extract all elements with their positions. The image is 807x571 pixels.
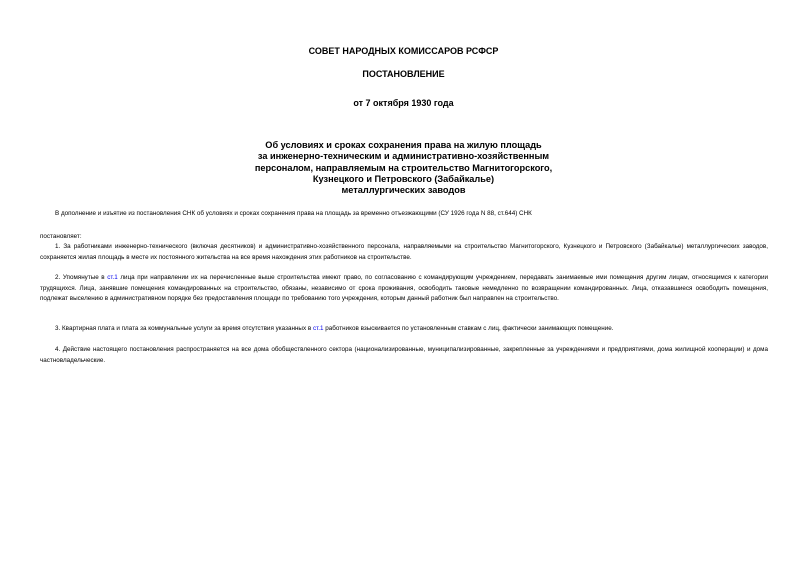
decree-word: постановляет: <box>40 233 82 240</box>
title-line: за инженерно-техническим и административно-хозяйственным <box>257 151 550 162</box>
intro-paragraph: В дополнение и изъятие из постановления СНК об условиях и сроках сохранения права на площадь за временно отъезжающими (СУ 1926 года N 88, ст.644) СНК <box>55 210 532 217</box>
document-type: ПОСТАНОВЛЕНИЕ <box>362 69 445 79</box>
clause-4: 4. Действие настоящего постановления распространяется на все дома обобществленного сектора (национализированные, муниципализированные, закрепленные за учреждениями и предприятиями, дома жилищной кооперации) и дома частновладельческие. <box>40 346 768 364</box>
clause-3-text-end: работников взыскивается по установленным ставкам с лиц, фактически занимающих помещение. <box>323 325 614 332</box>
clause-2-text-start: 2. Упомянутые в <box>55 274 108 281</box>
title-line: металлургических заводов <box>341 185 466 196</box>
clause-3-text-start: 3. Квартирная плата и плата за коммунальные услуги за время отсутствия указанных в <box>55 325 313 332</box>
title-line: Об условиях и сроках сохранения права на жилую площадь <box>265 140 542 150</box>
clause-2 <box>40 273 768 305</box>
clause-1: 1. За работниками инженерно-технического (включая десятников) и административно-хозяйственного персонала, направляемыми на строительство Магнитогорского, Кузнецкого и Петровского (Забайкалье) металлургических заводов, сохраняется жилая площадь в месте их постоянного жительства на все время нахождения этих работников на строительстве. <box>40 243 768 261</box>
clause-3 <box>40 324 768 335</box>
title-line: Кузнецкого и Петровского (Забайкалье) <box>312 173 495 184</box>
title-line: персоналом, направляемым на строительство Магнитогорского, <box>254 162 553 173</box>
article-1-link[interactable]: ст.1 <box>107 274 118 281</box>
document-date: от 7 октября 1930 года <box>353 98 454 108</box>
clause-2-text-end: лица при направлении их на перечисленные выше строительства имеют право, по согласованию с командирующим учреждением, передавать занимаемые ими помещения другим лицам, относящимся к категории трудящихся. Лица, занявшие помещения командированных на строительство, обязаны, независимо от срока проживания, освободить таковые немедленно по возвращении командированных. Лица, отказавшиеся освободить помещения, подлежат выселению в административном порядке без предоставления площади по требованию того учреждения, которым данный работник был направлен на строительство. <box>40 274 768 303</box>
document-title <box>0 140 807 196</box>
issuing-authority: СОВЕТ НАРОДНЫХ КОМИССАРОВ РСФСР <box>308 46 499 56</box>
article-1-link[interactable]: ст.1 <box>312 325 324 332</box>
